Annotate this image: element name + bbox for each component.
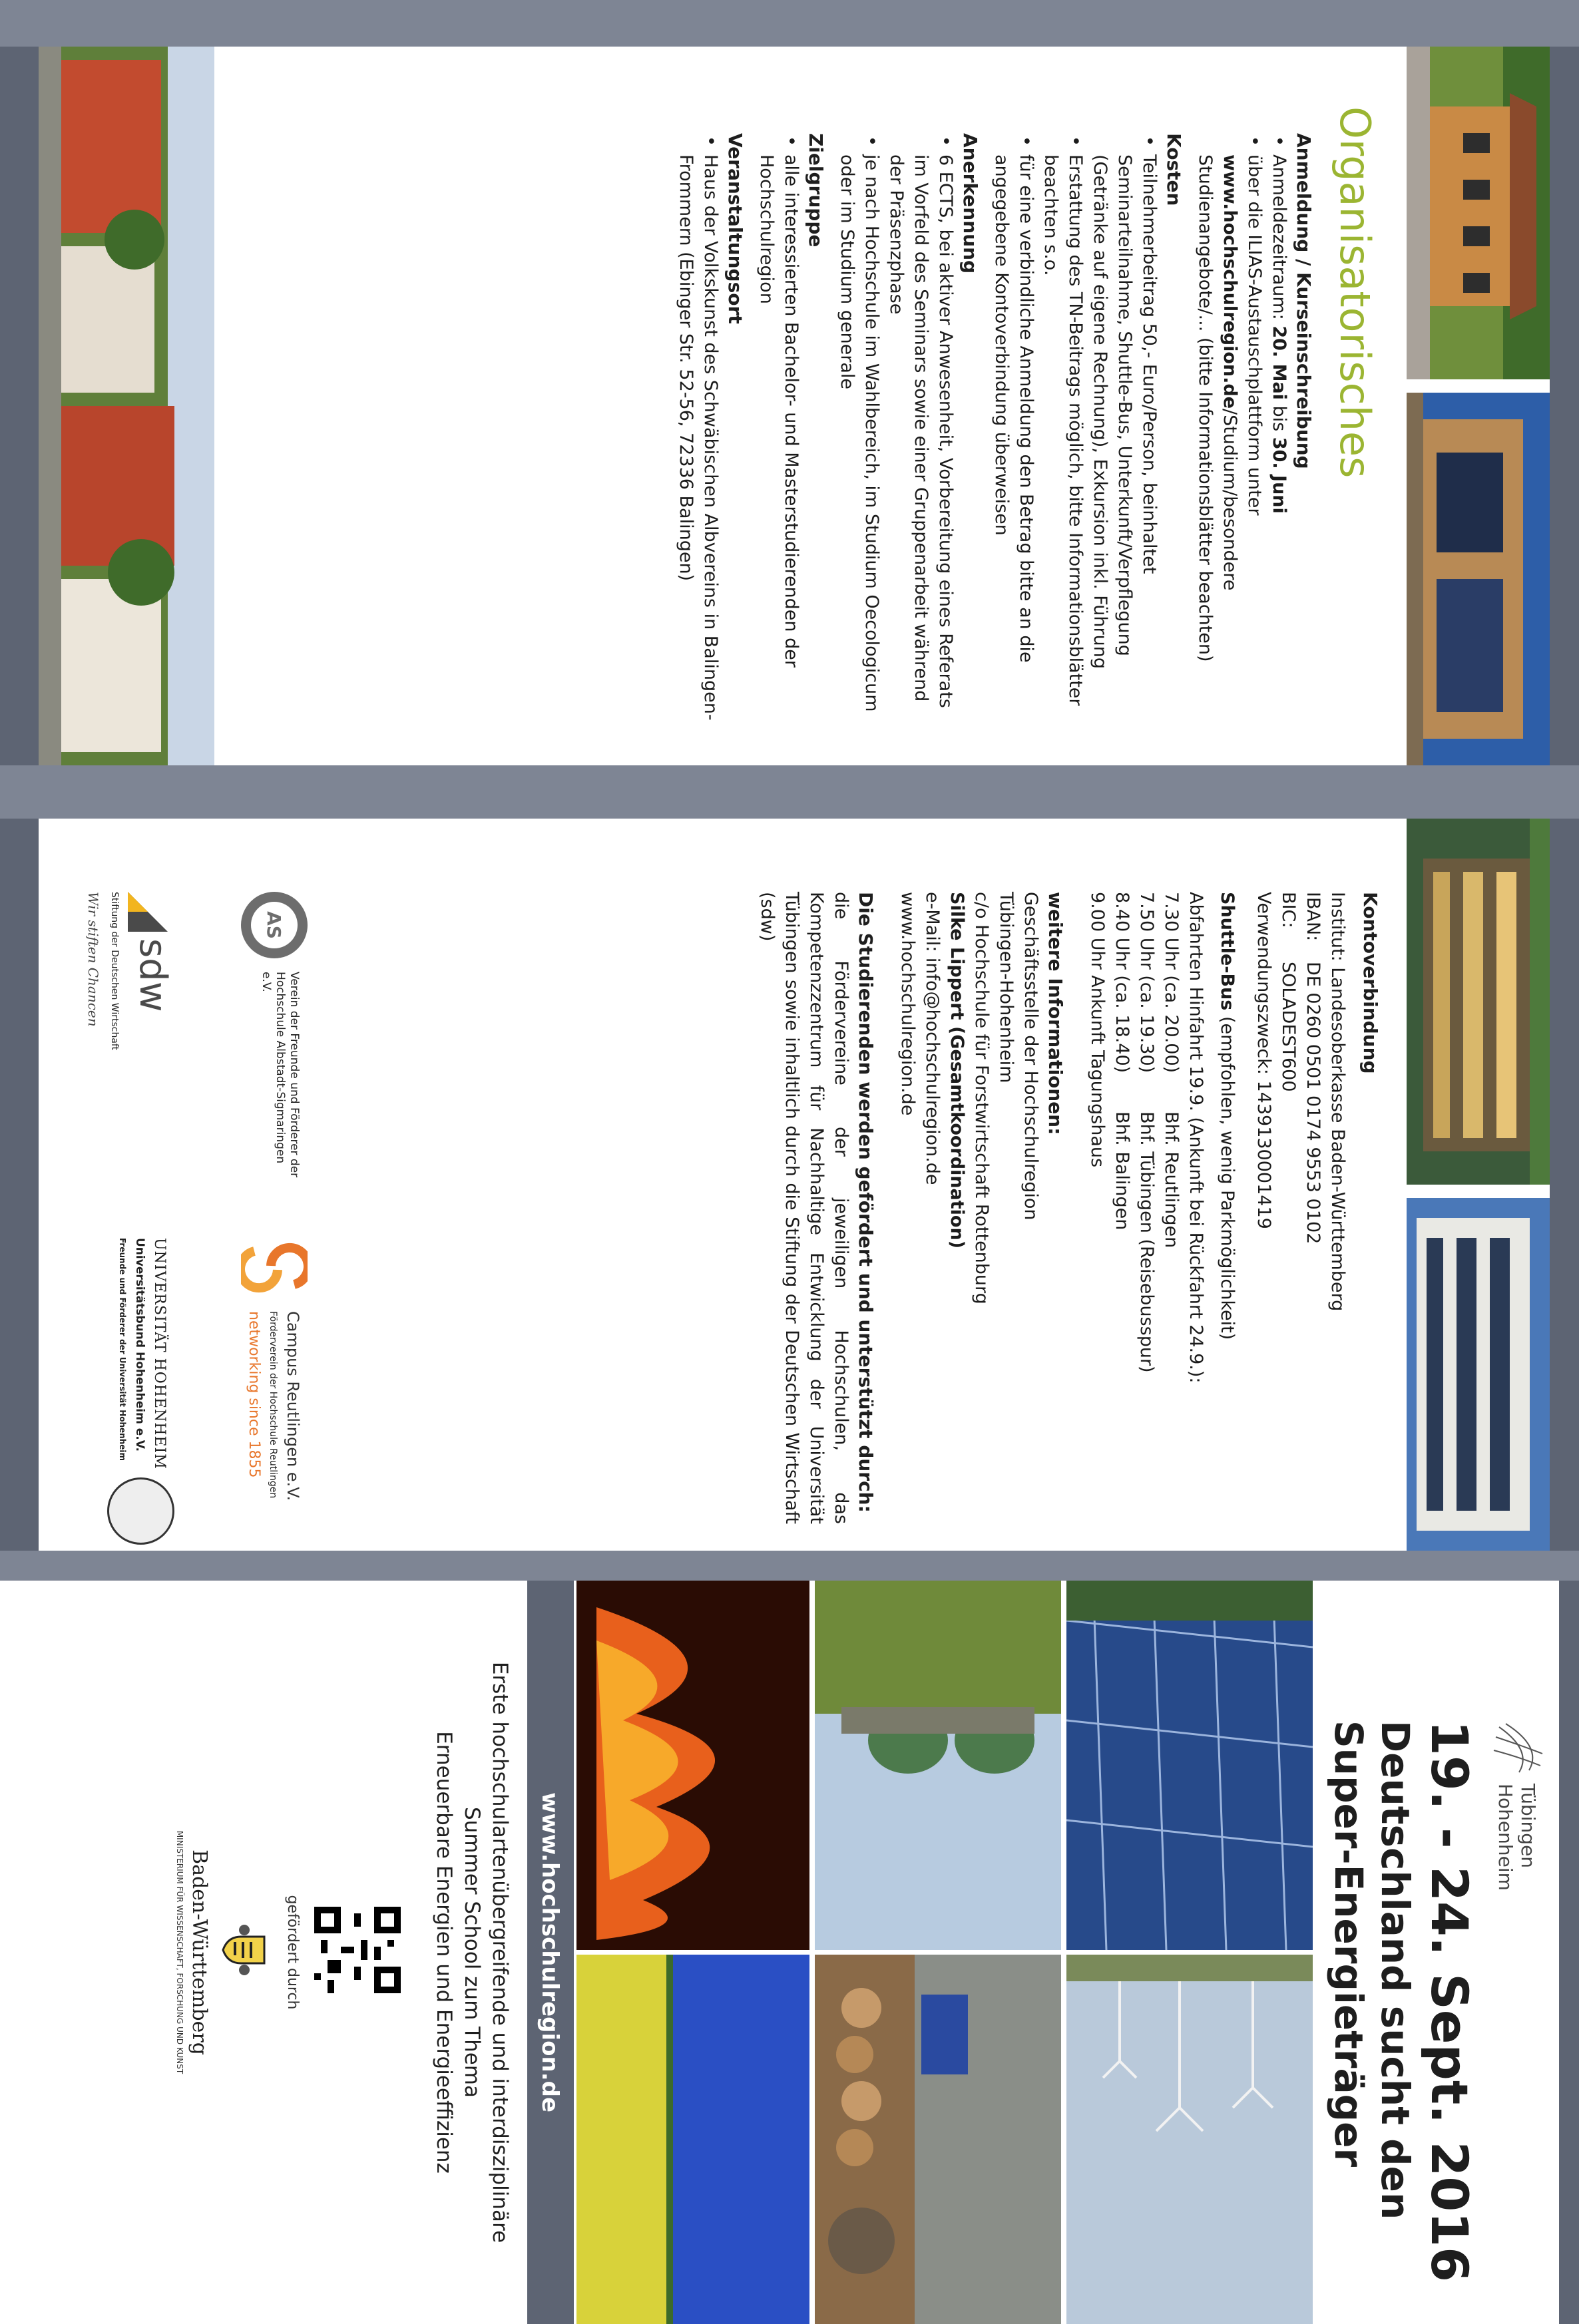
panel-top-band: [1550, 819, 1579, 1551]
anmeldung-title: Anmeldung / Kurseinschreibung: [1293, 133, 1315, 469]
qr-code-icon: [314, 1907, 401, 1993]
kosten-item-3: • für eine verbindliche Anmeldung den Betrag bitte an die angegebene Kontoverbindung überweisen: [989, 133, 1038, 732]
uhoh-seal: [107, 1477, 174, 1545]
panel-organisatorisches: [0, 47, 1579, 765]
bic-label: BIC:: [1278, 892, 1299, 928]
logo-campus-reutlingen: [201, 1238, 314, 1544]
brand-line1: Tübingen: [1517, 1784, 1539, 1869]
info-line: Tübingen-Hohenheim: [996, 892, 1016, 1083]
shuttle-title: Shuttle-Bus: [1217, 892, 1238, 1011]
photo-village: [39, 47, 214, 765]
contact-name: Silke Lippert (Gesamtkoordination): [947, 892, 967, 1249]
campus-sub: Förderverein der Hochschule Reutlingen: [268, 1311, 278, 1499]
photo-glass-building-night: [1407, 819, 1550, 1185]
contact-web[interactable]: www.hochschulregion.de: [897, 892, 918, 1116]
anmeldung-end-date: 30. Juni: [1269, 437, 1289, 514]
shuttle-abfahrten: Abfahrten Hinfahrt 19.9. (Ankunft bei Rückfahrt 24.9.):: [1186, 892, 1206, 1384]
iban-value: DE 0260 0501 0174 9553 0102: [1303, 962, 1323, 1245]
photo-sky-field: [576, 1955, 809, 2324]
photo-wood-logs-harvester: [815, 1955, 1061, 2324]
kosten-title: Kosten: [1163, 133, 1185, 206]
logo-albsig: [201, 892, 314, 1198]
anmeldung-item-1: [1267, 133, 1291, 732]
albsig-emblem-mark: AS: [263, 911, 286, 939]
ort-item-1: • Haus der Volkskunst des Schwäbischen Albvereins in Balingen-Frommern (Ebinger Str. 52-56, 72336 Balingen): [674, 133, 723, 732]
sdw-tag: Wir stiften Chancen: [85, 892, 101, 1027]
org-text-column: [674, 133, 1323, 732]
photo-wind-turbines: [1066, 1955, 1313, 2324]
cover-url[interactable]: www.hochschulregion.de: [537, 1792, 563, 2113]
anmeldung-url-link[interactable]: www.hochschulregion.de: [1220, 154, 1240, 409]
globe-icon: [1492, 1720, 1546, 1774]
zielgruppe-item-1: • alle interessierten Bachelor- und Masterstudierenden der Hochschulregion: [754, 133, 803, 732]
konto-verwendungszweck: Verwendungszweck: 1439130001419: [1253, 892, 1274, 1229]
konto-title: Kontoverbindung: [1359, 892, 1381, 1074]
bic-value: SOLADEST600: [1278, 962, 1299, 1092]
cover-subtitle: [430, 1581, 514, 2324]
konto-iban-row: [1301, 892, 1325, 1524]
bw-name: Baden-Württemberg: [188, 1849, 211, 2055]
section-heading: Organisatorisches: [1331, 106, 1379, 479]
shuttle-time: 8.40 Uhr (ca. 18.40): [1112, 892, 1132, 1073]
anmeldung-item-1-pre: Anmeldezeitraum:: [1269, 154, 1289, 326]
subtitle-line-1: Erste hochschulartenübergreifende und interdisziplinäre: [488, 1661, 512, 2243]
sdw-name: sdw: [131, 938, 174, 1012]
anmeldung-item-2-pre: über die ILIAS-Austauschplattform unter: [1244, 154, 1265, 516]
albsig-emblem: [241, 892, 308, 958]
kosten-item-1: • Teilnehmerbeitrag 50,- Euro/Person, beinhaltet Seminarteilnahme, Shuttle-Bus, Unterkunft/Verpflegung (Getränke auf eigene Rechnung), Exkursion inkl. Führung: [1088, 133, 1162, 732]
logo-uni-hohenheim: [48, 1238, 174, 1544]
konto-bic-row: [1276, 892, 1301, 1524]
sdw-mark: [128, 892, 168, 932]
shuttle-time: 7.30 Uhr (ca. 20.00): [1161, 892, 1182, 1073]
ort-title: Veranstaltungsort: [724, 133, 746, 324]
sdw-sub: Stiftung der Deutschen Wirtschaft: [109, 892, 120, 1051]
event-title-line2: Super-Energieträger: [1326, 1720, 1371, 2168]
photo-modern-university-building: [1407, 1198, 1550, 1551]
campus-tag: networking since 1855: [246, 1311, 262, 1478]
uhoh-line2: Universitätsbund Hohenheim e.V.: [133, 1238, 146, 1452]
bw-sub: MINISTERIUM FÜR WISSENSCHAFT, FORSCHUNG UND KUNST: [175, 1830, 184, 2074]
photo-solar-panels: [1066, 1581, 1313, 1950]
info-line: Geschäftsstelle der Hochschulregion: [1020, 892, 1041, 1221]
funding-title: Die Studierenden werden gefördert und unterstützt durch:: [855, 892, 877, 1513]
shuttle-time-row: [1134, 892, 1159, 1524]
url-bar: [527, 1581, 574, 2324]
logo-sdw: [48, 892, 174, 1198]
panel-top-band: [1559, 1581, 1579, 2324]
iban-label: IBAN:: [1303, 892, 1323, 942]
logo-grid: [35, 892, 314, 1544]
photo-house: [1407, 47, 1550, 379]
panel-bottom-band: [0, 47, 39, 765]
event-date: 19. - 24. Sept. 2016: [1420, 1720, 1479, 2283]
panel-top-band: [1550, 47, 1579, 765]
shuttle-heading: [1215, 892, 1240, 1524]
event-title-line1: Deutschland sucht den: [1373, 1720, 1418, 2220]
info-line: c/o Hochschule für Forstwirtschaft Rottenburg: [971, 892, 992, 1304]
anerkennung-item-1: • 6 ECTS, bei aktiver Anwesenheit, Vorbereitung eines Referats im Vorfeld des Seminars sowie einer Gruppenarbeit während der Präsenzphase: [884, 133, 958, 732]
info-title: weitere Informationen:: [1044, 892, 1066, 1135]
gefoerdert-durch: gefördert durch: [284, 1895, 301, 2010]
albsig-emblem-inner: [251, 902, 298, 948]
kosten-item-2: • Erstattung des TN-Beitrags möglich, bitte Informationsblätter beachten s.o.: [1038, 133, 1088, 732]
contact-email[interactable]: e-Mail: info@hochschulregion.de: [922, 892, 943, 1185]
konto-institut: Institut: Landesoberkasse Baden-Württemberg: [1327, 892, 1348, 1312]
anmeldung-item-2: [1193, 133, 1267, 732]
photo-biogas-plant: [815, 1581, 1061, 1950]
anerkennung-item-2: • je nach Hochschule im Wahlbereich, im Studium Oecologicum oder im Studium generale: [835, 133, 884, 732]
shuttle-time: 9.00 Uhr: [1087, 892, 1108, 970]
uhoh-line1: UNIVERSITÄT HOHENHEIM: [151, 1238, 168, 1469]
shuttle-note: (empfohlen, wenig Parkmöglichkeit): [1217, 1010, 1238, 1340]
shuttle-time: 7.50 Uhr (ca. 19.30): [1136, 892, 1157, 1073]
shuttle-time-row: [1110, 892, 1134, 1524]
anerkennung-title: Anerkennung: [959, 133, 981, 274]
uhoh-line3: Freunde und Förderer der Universität Hohenheim: [118, 1238, 127, 1461]
bw-coat-of-arms-icon: [218, 1923, 271, 1977]
subtitle-line-3: Erneuerbare Energien und Energieeffizienz: [432, 1731, 456, 2174]
shuttle-place: Bhf. Tübingen (Reisebusspur): [1136, 1111, 1157, 1373]
brand-line2: Hohenheim: [1494, 1784, 1516, 1891]
anmeldung-item-1-mid: bis: [1269, 399, 1289, 437]
photo-fire: [576, 1581, 809, 1950]
campus-emblem: [241, 1238, 308, 1298]
panel-kontoverbindung: [0, 819, 1579, 1551]
brand-logo: [1486, 1720, 1552, 1920]
panel-cover: [0, 1581, 1579, 2324]
zielgruppe-title: Zielgruppe: [805, 133, 827, 248]
shuttle-time-row: [1085, 892, 1110, 1524]
shuttle-place: Ankunft Tagungshaus: [1087, 975, 1108, 1168]
photo-grid: [580, 1581, 1313, 2324]
campus-name: Campus Reutlingen e.V.: [284, 1311, 302, 1501]
shuttle-time-row: [1159, 892, 1184, 1524]
shuttle-place: Bhf. Balingen: [1112, 1111, 1132, 1231]
photo-modern-wood-building: [1407, 393, 1550, 765]
anmeldung-start-date: 20. Mai: [1269, 325, 1289, 400]
albsig-text: Verein der Freunde und Förderer der Hochschule Albstadt-Sigmaringen e.V.: [260, 972, 301, 1178]
konto-text-column: [755, 892, 1389, 1524]
funding-text: die Fördervereine der jeweiligen Hochschulen, das Kompetenzzentrum für Nachhaltige Entwicklung der Universität Tübingen sowie inhaltlich durch die Stiftung der Deutschen Wirtschaft (sdw): [757, 892, 851, 1524]
anmeldung-item-2-post: /Studium/besondere Studienangebote/... (bitte Informationsblätter beachten): [1195, 154, 1240, 662]
shuttle-place: Bhf. Reutlingen: [1161, 1111, 1182, 1249]
panel-bottom-band: [0, 819, 39, 1551]
subtitle-line-2: Summer School zum Thema: [460, 1807, 484, 2098]
